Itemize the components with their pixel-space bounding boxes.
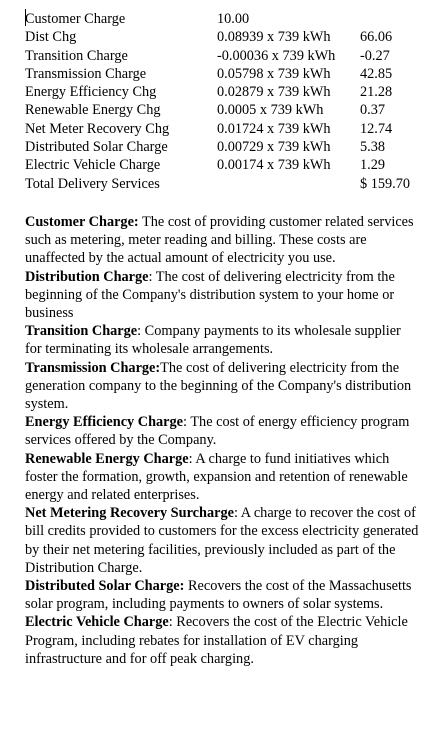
charge-amount: 42.85 xyxy=(360,65,393,82)
charge-label: Transmission Charge xyxy=(25,65,147,82)
definition-term: Customer Charge: xyxy=(25,214,139,230)
charge-amount: 21.28 xyxy=(360,84,393,101)
table-row xyxy=(25,156,420,174)
charge-rate: 0.01724 x 739 kWh xyxy=(217,120,331,137)
charge-rate: 0.05798 x 739 kWh xyxy=(217,65,331,82)
definition-customer-charge xyxy=(25,213,420,268)
table-row xyxy=(25,101,420,119)
definition-distribution-charge xyxy=(25,268,420,323)
table-row xyxy=(25,83,420,101)
charge-rate: -0.00036 x 739 kWh xyxy=(217,47,336,64)
definition-electric-vehicle-charge xyxy=(25,613,420,668)
charge-amount: 0.37 xyxy=(360,102,386,119)
charge-rate: 0.0005 x 739 kWh xyxy=(217,102,324,119)
definition-term: Transmission Charge: xyxy=(25,359,161,376)
definition-text: : Company payments to its wholesale supplier for terminating its wholesale arrangements. xyxy=(25,323,401,358)
delivery-charges-table xyxy=(25,10,420,193)
charge-amount: 1.29 xyxy=(360,157,386,174)
charge-rate: 10.00 xyxy=(217,11,250,27)
total-row xyxy=(25,175,420,193)
definition-transmission-charge xyxy=(25,359,420,414)
charge-amount: -0.27 xyxy=(360,47,390,64)
definition-term: Energy Efficiency Charge xyxy=(25,414,184,431)
charge-label: Transition Charge xyxy=(25,47,128,64)
table-row xyxy=(25,28,420,46)
definition-term: Distributed Solar Charge: xyxy=(25,578,185,595)
definition-transition-charge xyxy=(25,322,420,358)
definition-net-metering-recovery-surcharge xyxy=(25,504,420,577)
table-row xyxy=(25,10,420,28)
definition-text: : The cost of energy efficiency program services offered by the Company. xyxy=(25,414,410,449)
definition-renewable-energy-charge xyxy=(25,450,420,505)
charge-label: Distributed Solar Charge xyxy=(25,139,168,156)
definition-term: Distribution Charge xyxy=(25,268,149,285)
table-row xyxy=(25,120,420,138)
definition-term: Electric Vehicle Charge xyxy=(25,614,169,631)
definition-text: Recovers the cost of the Massachusetts solar program, including payments to owners of solar systems. xyxy=(25,578,412,613)
table-row xyxy=(25,138,420,156)
definition-text: : A charge to recover the cost of bill credits provided to customers for the excess electricity generated by their net metering facilities, previously included as part of the Distribution Charge. xyxy=(25,505,419,576)
charge-label: Dist Chg xyxy=(25,29,77,46)
definition-text: The cost of delivering electricity from the generation company to the beginning of the Company's distribution system. xyxy=(25,359,412,413)
definition-distributed-solar-charge xyxy=(25,577,420,613)
total-label: Total Delivery Services xyxy=(25,175,160,192)
total-amount: $ 159.70 xyxy=(360,175,411,192)
definition-text: : Recovers the cost of the Electric Vehicle Program, including rebates for installation of EV charging infrastructure and for off peak charging. xyxy=(25,614,408,667)
definition-term: Transition Charge xyxy=(25,323,138,340)
charge-label: Renewable Energy Chg xyxy=(25,102,161,119)
charge-rate: 0.02879 x 739 kWh xyxy=(217,84,331,101)
charge-amount xyxy=(360,10,420,28)
definition-term: Net Metering Recovery Surcharge xyxy=(25,505,234,522)
definition-text: : The cost of delivering electricity from the beginning of the Company's distribution system to your home or business xyxy=(25,268,395,322)
definition-term: Renewable Energy Charge xyxy=(25,450,189,467)
table-row xyxy=(25,65,420,83)
charge-definitions xyxy=(25,213,420,668)
charge-rate: 0.08939 x 739 kWh xyxy=(217,29,331,46)
charge-label: Customer Charge xyxy=(25,11,126,27)
definition-text: The cost of providing customer related services such as metering, meter reading and billing. These costs are unaffected by the actual amount of electricity you use. xyxy=(25,214,414,267)
charge-label: Energy Efficiency Chg xyxy=(25,84,157,101)
definition-text: : A charge to fund initiatives which foster the formation, growth, expansion and retention of renewable energy and related enterprises. xyxy=(25,450,408,504)
charge-rate: 0.00729 x 739 kWh xyxy=(217,139,331,156)
charge-rate: 0.00174 x 739 kWh xyxy=(217,157,331,174)
charge-label: Net Meter Recovery Chg xyxy=(25,120,170,137)
charge-amount: 12.74 xyxy=(360,120,393,137)
charge-amount: 66.06 xyxy=(360,29,393,46)
charge-amount: 5.38 xyxy=(360,139,386,156)
definition-energy-efficiency-charge xyxy=(25,413,420,449)
charge-label: Electric Vehicle Charge xyxy=(25,157,161,174)
table-row xyxy=(25,47,420,65)
